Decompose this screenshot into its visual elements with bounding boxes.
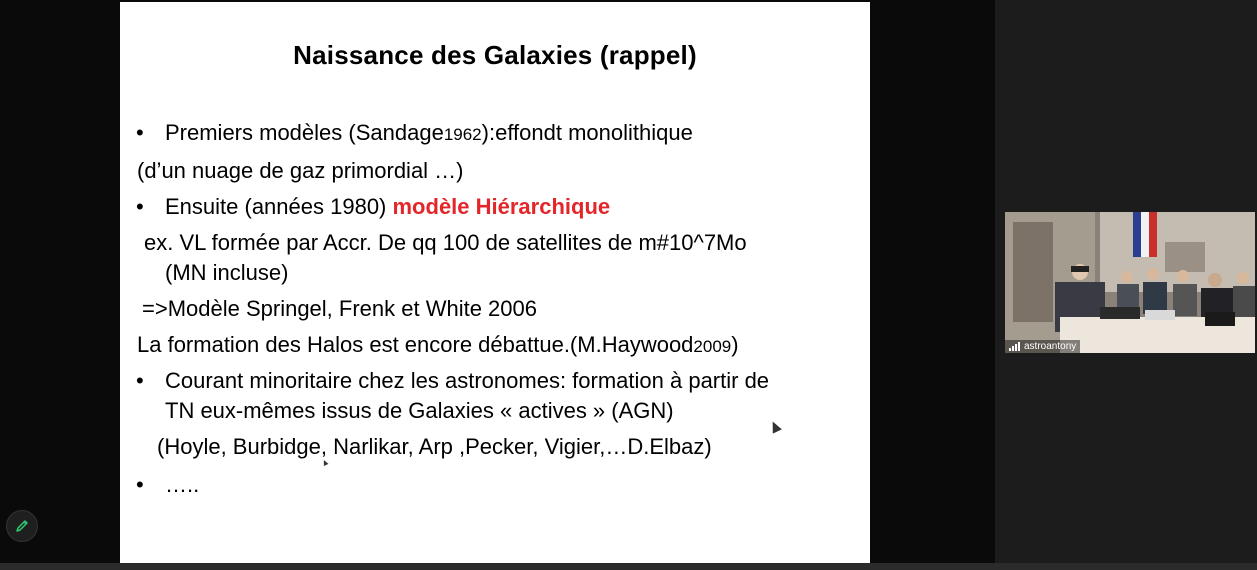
webcam-feed-image [1005,212,1255,353]
pencil-icon [15,519,29,533]
mouse-cursor-icon [768,419,782,433]
slide-line-vl-formee: ex. VL formée par Accr. De qq 100 de satellites de m#10^7Mo [144,230,747,255]
bullet-2: • [136,194,144,219]
annotate-button[interactable] [6,510,38,542]
bullet-3: • [136,368,144,393]
slide-title: Naissance des Galaxies (rappel) [293,40,697,70]
year-subscript: 1962 [443,125,482,144]
line-text: ) [731,332,739,357]
bullet-1: • [136,120,144,145]
line-text: ):effondt monolithique [481,120,693,145]
line-text: Premiers modèles (Sandage [165,120,444,145]
slide-line-formation-halos [137,332,739,360]
slide-line-ensuite [165,194,610,220]
mouse-cursor-icon [322,459,329,466]
line-text: Ensuite (années 1980) [165,194,393,219]
bullet-4: • [136,472,144,497]
slide-line-premiers-modeles [165,120,693,148]
slide-line-nuage-de-gaz: (d’un nuage de gaz primordial …) [137,158,464,183]
line-text: La formation des Halos est encore débattue.(M.Haywood [137,332,694,357]
participant-video-tile[interactable] [1005,212,1255,353]
year-subscript: 2009 [693,337,732,356]
signal-bars-icon [1009,342,1020,351]
slide-line-mn-incluse: (MN incluse) [165,260,289,285]
slide-line-ellipsis: ….. [165,472,200,497]
slide-line-courant-minoritaire: Courant minoritaire chez les astronomes: formation à partir de [165,368,770,393]
bottom-toolbar-strip [0,563,1257,570]
slide-line-hoyle: (Hoyle, Burbidge, Narlikar, Arp ,Pecker, Vigier,…D.Elbaz) [157,434,712,459]
highlight-modele-hierarchique: modèle Hiérarchique [392,194,611,219]
presentation-slide [120,2,870,563]
slide-line-tn-agn: TN eux-mêmes issus de Galaxies « actives » (AGN) [165,398,674,423]
slide-line-springel: =>Modèle Springel, Frenk et White 2006 [142,296,538,321]
participant-name-bar [1005,340,1080,353]
participant-name: astroantony [1024,341,1077,352]
